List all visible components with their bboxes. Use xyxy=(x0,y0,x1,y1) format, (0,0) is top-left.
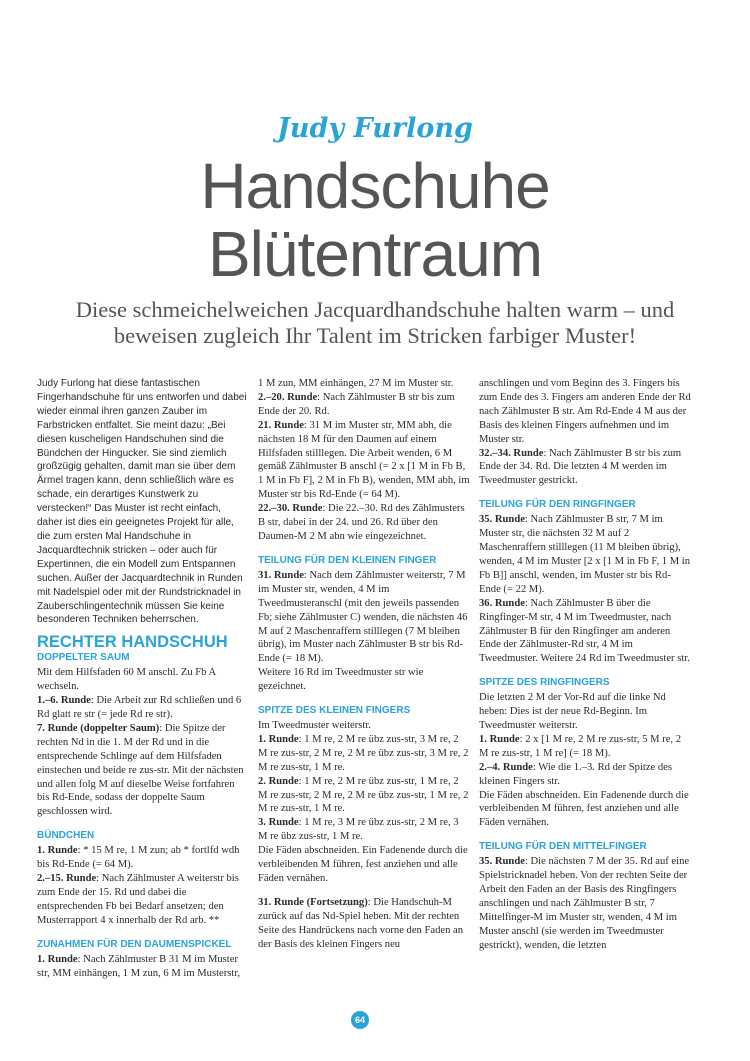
step xyxy=(258,391,470,419)
intro-paragraph: Judy Furlong hat diese fantastischen Fingerhandschuhe für uns entworfen und dabei wieder einmal ihren ganzen Zauber im Farbstricken entfaltet. Sie meint dazu: „Bei diesen kuscheligen Handschuhen sind die Bündchen der Hingucker. Sie sind ziemlich großzügig gehalten, damit man sie über dem Ärmel tragen kann, denn schließlich wäre es schade, ein derartiges Kunstwerk zu verstecken!“ Das Muster ist recht einfach, daher ist dies ein geeignetes Projekt für alle, die zum ersten Mal Handschuhe in Jacquardtechnik stricken – oder auch für Expertinnen, die ein Modell zum Entspannen suchen. Außer der Jacquardtechnik in Runden mit Nadelspiel oder mit der Rundstricknadel in Zauberschlingentechnik müssen Sie keine besonderen Techniken beherrschen. xyxy=(37,378,247,626)
step xyxy=(479,597,691,667)
step-label: 21. Runde xyxy=(258,419,304,431)
section-heading: RECHTER HANDSCHUH xyxy=(37,633,228,652)
step-text: : Nach Zählmuster B über die Ringfinger-M str, 4 M im Tweedmuster, nach Zählmuster B für den Ringfinger am anderen Ende der Zählmuster-Rd str, 4 M im Tweedmuster. Weitere 24 Rd im Tweedmuster str. xyxy=(479,597,690,665)
step xyxy=(258,896,470,952)
step-label: 2.–20. Runde xyxy=(258,391,318,403)
step xyxy=(37,953,249,981)
step xyxy=(37,694,249,722)
subtitle: Diese schmeichelweichen Jacquardhandschuhe halten warm – und beweisen zugleich Ihr Talent im Stricken farbiger Muster! xyxy=(75,297,675,348)
finish-note: Die Fäden abschneiden. Ein Fadenende durch die verbleibenden M führen, fest anziehen und alle Fäden vernähen. xyxy=(479,789,689,829)
step-label: 35. Runde xyxy=(479,856,525,868)
step-text: : Die nächsten 7 M der 35. Rd auf eine Spielstricknadel heben. Von der rechten Seite der Arbeit den Faden an der Basis des Ringfingers anschlingen und nach Zählmuster B str, 7 Mittelfinger-M im Muster str, wenden, 4 M im Muster anschl (sie werden im Tweedmuster gestrickt), wenden, die letzten xyxy=(479,856,690,951)
column-1 xyxy=(37,377,249,991)
column-3 xyxy=(479,377,691,963)
step xyxy=(479,855,691,952)
step-text: : 1 M re, 3 M re übz zus-str, 2 M re, 3 M re übz zus-str, 1 M re. xyxy=(258,817,459,843)
spitze-intro: Im Tweedmuster weiterstr. xyxy=(258,720,371,732)
step-label: 32.–34. Runde xyxy=(479,447,544,459)
step xyxy=(37,844,249,872)
continued-text: 1 M zun, MM einhängen, 27 M im Muster str. xyxy=(258,378,454,389)
continued-text: anschlingen und vom Beginn des 3. Fingers bis zum Ende des 3. Fingers am anderen Ende der Rd nach Zählmuster B str. Am Rd-Ende 4 M aus der Basis des kleinen Fingers aufnehmen und im Muster str. xyxy=(479,378,691,445)
step xyxy=(258,419,470,502)
step-text: : 1 M re, 2 M re übz zus-str, 1 M re, 2 M re zus-str, 2 M re, 2 M re übz zus-str, 1 M re, 2 M re zus-str, 1 M re. xyxy=(258,775,469,815)
subheading-teilung-ring: TEILUNG FÜR DEN RINGFINGER xyxy=(479,499,636,511)
step-label: 1. Runde xyxy=(479,733,520,745)
step xyxy=(479,761,691,789)
step-label: 31. Runde xyxy=(258,569,304,581)
step-text: : Die Handschuh-M zurück auf das Nd-Spiel heben. Mit der rechten Seite des Handrückens nach vorne den Faden an der Basis des kleinen Fingers neu xyxy=(258,896,464,950)
step-text: : 1 M re, 2 M re übz zus-str, 3 M re, 2 M re zus-str, 2 M re, 2 M re übz zus-str, 3 M re, 2 M re zus-str, 1 M re. xyxy=(258,733,469,773)
step-label: 22.–30. Runde xyxy=(258,503,323,515)
column-2 xyxy=(258,377,470,962)
finish-note: Die Fäden abschneiden. Ein Fadenende durch die verbleibenden M führen, fest anziehen und alle Fäden vernähen. xyxy=(258,845,468,884)
step-text: : 2 x [1 M re, 2 M re zus-str, 5 M re, 2 M re zus-str, 1 M re] (= 18 M). xyxy=(479,733,682,759)
subheading-teilung-klein: TEILUNG FÜR DEN KLEINEN FINGER xyxy=(258,554,437,566)
step xyxy=(258,569,470,666)
step-text: : Wie die 1.–3. Rd der Spitze des kleinen Fingers str. xyxy=(479,761,673,787)
page-title-line2: Blütentraum xyxy=(207,218,543,290)
page-title-line1: Handschuhe xyxy=(200,150,550,222)
subheading-teilung-mittel: TEILUNG FÜR DEN MITTELFINGER xyxy=(479,841,647,853)
step-text: : Nach dem Zählmuster weiterstr, 7 M im Muster str, wenden, 4 M im Tweedmusteranschl (mit den jeweils passenden Fb; siehe Zählmuster C) wenden, die nächsten 46 M auf 2 Maschenraffern stilllegen (7 M bleiben übrig), im Muster nach Zählmuster B str bis Rd-Ende (= 18 M). xyxy=(258,569,468,665)
step xyxy=(37,872,249,928)
step xyxy=(479,447,691,489)
step-text: : Nach Zählmuster A weiterstr bis zum Ende der 15. Rd und dabei die entsprechenden Fb bei Bedarf ansetzen; den Musterrapport 4 x innerhalb der Rd arb. ** xyxy=(37,873,239,926)
step-text: : Nach Zählmuster B str bis zum Ende der 20. Rd. xyxy=(258,391,455,417)
subheading-zunahmen: ZUNAHMEN FÜR DEN DAUMENSPICKEL xyxy=(37,938,232,950)
step-label: 2.–4. Runde xyxy=(479,761,533,773)
step-label: 7. Runde (doppelter Saum) xyxy=(37,722,160,734)
step xyxy=(37,722,249,819)
step-text: : Die Arbeit zur Rd schließen und 6 Rd glatt re str (= jede Rd re str). xyxy=(37,695,242,721)
step-label: 2. Runde xyxy=(258,775,299,787)
step-text: : Nach Zählmuster B str bis zum Ende der 34. Rd. Die letzten 4 M werden im Tweedmuster gestrickt. xyxy=(479,447,682,487)
step-label: 3. Runde xyxy=(258,817,299,829)
subheading-saum: DOPPELTER SAUM xyxy=(37,652,130,664)
step-label: 1.–6. Runde xyxy=(37,695,91,707)
step-text: : 31 M im Muster str, MM abh, die nächsten 18 M für den Daumen auf einem Hilfsfaden stilllegen. Die Arbeit wenden, 6 M gemäß Zählmuster B anschl (= 2 x [1 M in Fb B, 1 M in Fb F], 2 M in Fb B), wenden, MM abh, im Muster str bis Rd-Ende (= 64 M). xyxy=(258,419,470,501)
step-label: 35. Runde xyxy=(479,514,525,526)
step xyxy=(258,816,470,844)
step-label: 2.–15. Runde xyxy=(37,873,97,885)
step-note: Weitere 16 Rd im Tweedmuster str wie gezeichnet. xyxy=(258,667,424,693)
step-label: 36. Runde xyxy=(479,597,525,609)
spitze-intro: Die letzten 2 M der Vor-Rd auf die linke Nd heben: Dies ist der neue Rd-Beginn. Im Tweedmuster weiterstr. xyxy=(479,692,666,732)
step xyxy=(479,733,691,761)
step xyxy=(258,775,470,817)
step xyxy=(258,502,470,544)
step-label: 1. Runde xyxy=(37,953,78,965)
author-name: Judy Furlong xyxy=(277,113,473,144)
step-label: 1. Runde xyxy=(258,733,299,745)
subheading-buendchen: BÜNDCHEN xyxy=(37,830,95,842)
step-text: : Nach Zählmuster B 31 M im Muster str, MM einhängen, 1 M zun, 6 M im Musterstr, xyxy=(37,953,241,979)
page-number: 64 xyxy=(351,1011,369,1029)
subheading-spitze-ring: SPITZE DES RINGFINGERS xyxy=(479,677,610,689)
step-text: : Die Spitze der rechten Nd in die 1. M der Rd und in die entsprechende Schlinge auf dem Hilfsfaden einstechen und beide re zus-str. Mit der nächsten und allen folg M auf dieselbe Weise fortfahren bis Rd-Ende, sodass der doppelte Saum geschlossen wird. xyxy=(37,722,244,818)
step-label: 1. Runde xyxy=(37,845,78,857)
saum-text: Mit dem Hilfsfaden 60 M anschl. Zu Fb A wechseln. xyxy=(37,667,216,693)
step xyxy=(258,733,470,775)
step xyxy=(479,513,691,596)
step-label: 31. Runde (Fortsetzung) xyxy=(258,896,368,908)
step-text: : Die 22.–30. Rd des Zählmusters B str, dabei in der 24. und 26. Rd über den Daumen-M 2 M abn wie eingezeichnet. xyxy=(258,503,465,542)
subheading-spitze-klein: SPITZE DES KLEINEN FINGERS xyxy=(258,705,411,717)
step-text: : Nach Zählmuster B str, 7 M im Muster str, die nächsten 32 M auf 2 Maschenraffern stilllegen (11 M bleiben übrig), wenden, 4 M im Muster [2 x [1 M in Fb F, 1 M in Fb B]] anschl, wenden, im Muster str bis Rd-Ende (= 22 M). xyxy=(479,514,691,595)
step-text: : * 15 M re, 1 M zun; ab * fortlfd wdh bis Rd-Ende (= 64 M). xyxy=(37,845,240,871)
